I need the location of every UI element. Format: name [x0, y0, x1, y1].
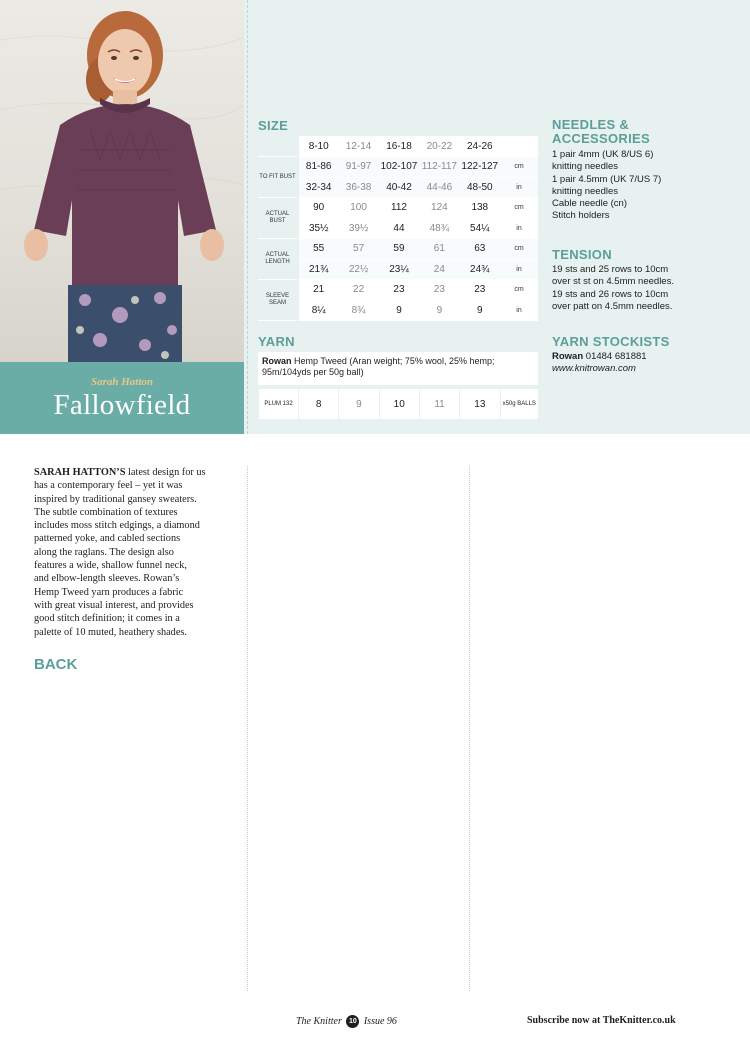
- sleeve-seam-in-row: [258, 300, 538, 321]
- yarn-quantity: 13: [460, 389, 500, 419]
- yarn-details: Hemp Tweed (Aran weight; 75% wool, 25% hemp; 95m/104yds per 50g ball): [262, 356, 495, 377]
- back-heading: BACK: [34, 656, 78, 674]
- needles-item: Stitch holders: [552, 210, 610, 222]
- size-cell: 90: [298, 198, 338, 219]
- size-cell: 8¾: [338, 300, 378, 321]
- yarn-description: [258, 352, 538, 385]
- tension-line: 19 sts and 25 rows to 10cm: [552, 264, 669, 275]
- title-box: [0, 362, 244, 434]
- needles-list: [552, 149, 747, 223]
- size-cell: 44: [379, 218, 419, 239]
- stockist-phone: 01484 681881: [585, 351, 647, 362]
- column-1: [34, 466, 242, 674]
- intro-line: features a wide, shallow funnel neck,: [34, 560, 187, 572]
- footer-issue: [296, 1015, 397, 1028]
- magazine-name: The Knitter: [296, 1016, 342, 1027]
- size-cell: 54¼: [460, 218, 500, 239]
- yarn-quantity: 11: [419, 389, 459, 419]
- yarn-quantity-row: [259, 389, 539, 419]
- stockists-heading: YARN STOCKISTS: [552, 334, 670, 349]
- unit-cell: in: [500, 259, 538, 280]
- yarn-quantity: 8: [299, 389, 339, 419]
- unit-cell: cm: [500, 239, 538, 260]
- size-label: 16-18: [379, 136, 419, 157]
- size-cell: 39½: [338, 218, 378, 239]
- actual-bust-in-row: [258, 218, 538, 239]
- size-cell: 61: [419, 239, 459, 260]
- size-label: 12-14: [338, 136, 378, 157]
- size-cell: 23: [379, 280, 419, 301]
- size-header-unit-blank: [500, 136, 538, 157]
- size-cell: 63: [460, 239, 500, 260]
- size-cell: 22: [338, 280, 378, 301]
- size-cell: 9: [419, 300, 459, 321]
- intro-line: with great visual interest, and provides: [34, 599, 194, 611]
- size-cell: 40-42: [379, 177, 419, 198]
- size-label: 20-22: [419, 136, 459, 157]
- stockist-brand: Rowan: [552, 351, 584, 362]
- size-cell: 23¼: [379, 259, 419, 280]
- size-cell: 23: [419, 280, 459, 301]
- row-label: ACTUAL LENGTH: [258, 239, 298, 280]
- actual-length-in-row: [258, 259, 538, 280]
- size-cell: 21: [298, 280, 338, 301]
- intro-line: inspired by traditional gansey sweaters.: [34, 493, 197, 505]
- yarn-quantity: 10: [379, 389, 419, 419]
- stockist-website-line: [552, 363, 747, 375]
- footer-subscribe: [527, 1015, 676, 1026]
- column-divider: [247, 466, 248, 991]
- size-cell: 35½: [298, 218, 338, 239]
- sleeve-seam-cm-row: [258, 280, 538, 301]
- size-cell: 36-38: [338, 177, 378, 198]
- shade-label: PLUM 132: [259, 389, 299, 419]
- subscribe-site[interactable]: TheKnitter.co.uk: [602, 1015, 676, 1026]
- stockist-website[interactable]: www.knitrowan.com: [552, 363, 636, 375]
- to-fit-bust-in-row: [258, 177, 538, 198]
- size-header-blank: [258, 136, 298, 157]
- unit-cell: cm: [500, 198, 538, 219]
- yarn-quantity: 9: [339, 389, 379, 419]
- size-cell: 21¾: [298, 259, 338, 280]
- stitch-divider: [244, 0, 248, 434]
- size-cell: 81-86: [298, 157, 338, 178]
- model-photo: [0, 0, 244, 362]
- unit-cell: cm: [500, 280, 538, 301]
- needles-item: 1 pair 4mm (UK 8/US 6): [552, 149, 654, 160]
- stockist-line: [552, 351, 747, 363]
- intro-paragraph: [34, 466, 242, 479]
- tension-line: over patt on 4.5mm needles.: [552, 300, 673, 312]
- intro-line: good stitch definition; it comes in a: [34, 613, 180, 625]
- size-cell: 23: [460, 280, 500, 301]
- designer-name: Sarah Hatton: [90, 376, 154, 388]
- intro-line: includes moss stitch edgings, a diamond: [34, 520, 200, 532]
- needles-item: 1 pair 4.5mm (UK 7/US 7): [552, 173, 662, 185]
- yarn-quantity-table: [258, 389, 538, 419]
- size-cell: 48¾: [419, 218, 459, 239]
- tension-text: [552, 264, 747, 313]
- size-cell: 138: [460, 198, 500, 219]
- unit-cell: cm: [500, 157, 538, 178]
- page-number-badge: 10: [346, 1015, 359, 1028]
- needles-item: knitting needles: [552, 185, 619, 197]
- unit-cell: in: [500, 300, 538, 321]
- size-header-row: [258, 136, 538, 157]
- intro-line: The subtle combination of textures: [34, 506, 178, 518]
- needles-heading-line: NEEDLES &: [552, 117, 630, 132]
- size-cell: 32-34: [298, 177, 338, 198]
- needles-item: Cable needle (cn): [552, 198, 627, 210]
- unit-cell: in: [500, 177, 538, 198]
- intro-line: patterned yoke, and cabled sections: [34, 533, 181, 545]
- actual-length-cm-row: [258, 239, 538, 260]
- size-cell: 112: [379, 198, 419, 219]
- yarn-heading: YARN: [258, 334, 295, 349]
- intro-lead: SARAH HATTON’S: [34, 467, 126, 478]
- needles-heading-line: ACCESSORIES: [552, 131, 650, 146]
- size-heading: SIZE: [258, 118, 289, 133]
- size-cell: 9: [460, 300, 500, 321]
- row-label: TO FIT BUST: [258, 157, 298, 198]
- size-cell: 57: [338, 239, 378, 260]
- size-cell: 9: [379, 300, 419, 321]
- size-cell: 122-127: [460, 157, 500, 178]
- needles-heading: [552, 118, 650, 146]
- intro-line: has a contemporary feel – yet it was: [34, 480, 183, 492]
- needles-item: knitting needles: [552, 161, 619, 173]
- size-cell: 24¾: [460, 259, 500, 280]
- subscribe-text: Subscribe now at: [527, 1015, 601, 1026]
- intro-line: and elbow-length sleeves. Rowan’s: [34, 573, 180, 585]
- size-cell: 102-107: [379, 157, 419, 178]
- row-label: ACTUAL BUST: [258, 198, 298, 239]
- tension-line: over st st on 4.5mm needles.: [552, 276, 674, 288]
- yarn-unit: x50g BALLS: [500, 389, 538, 419]
- intro-line: palette of 10 muted, heathery shades.: [34, 626, 187, 638]
- intro-line: latest design for us: [128, 467, 206, 478]
- intro-line: Hemp Tweed yarn produces a fabric: [34, 586, 184, 598]
- intro-line: along the raglans. The design also: [34, 546, 174, 558]
- column-divider: [469, 466, 470, 991]
- size-cell: 22½: [338, 259, 378, 280]
- header-panel: [0, 0, 750, 434]
- stockists-text: [552, 351, 747, 376]
- tension-heading: TENSION: [552, 247, 612, 262]
- size-cell: 55: [298, 239, 338, 260]
- size-cell: 112-117: [419, 157, 459, 178]
- to-fit-bust-cm-row: [258, 157, 538, 178]
- size-cell: 48-50: [460, 177, 500, 198]
- pattern-title: Fallowfield: [53, 389, 191, 421]
- size-cell: 24: [419, 259, 459, 280]
- row-label: SLEEVE SEAM: [258, 280, 298, 321]
- size-cell: 91-97: [338, 157, 378, 178]
- tension-line: 19 sts and 26 rows to 10cm: [552, 288, 669, 300]
- size-table: [258, 136, 538, 321]
- unit-cell: in: [500, 218, 538, 239]
- issue-number: Issue 96: [363, 1016, 397, 1027]
- yarn-brand: Rowan: [262, 356, 292, 366]
- size-cell: 8¼: [298, 300, 338, 321]
- size-cell: 59: [379, 239, 419, 260]
- size-cell: 100: [338, 198, 378, 219]
- size-label: 24-26: [460, 136, 500, 157]
- size-label: 8-10: [298, 136, 338, 157]
- size-cell: 124: [419, 198, 459, 219]
- size-cell: 44-46: [419, 177, 459, 198]
- actual-bust-cm-row: [258, 198, 538, 219]
- model-illustration: [0, 0, 244, 362]
